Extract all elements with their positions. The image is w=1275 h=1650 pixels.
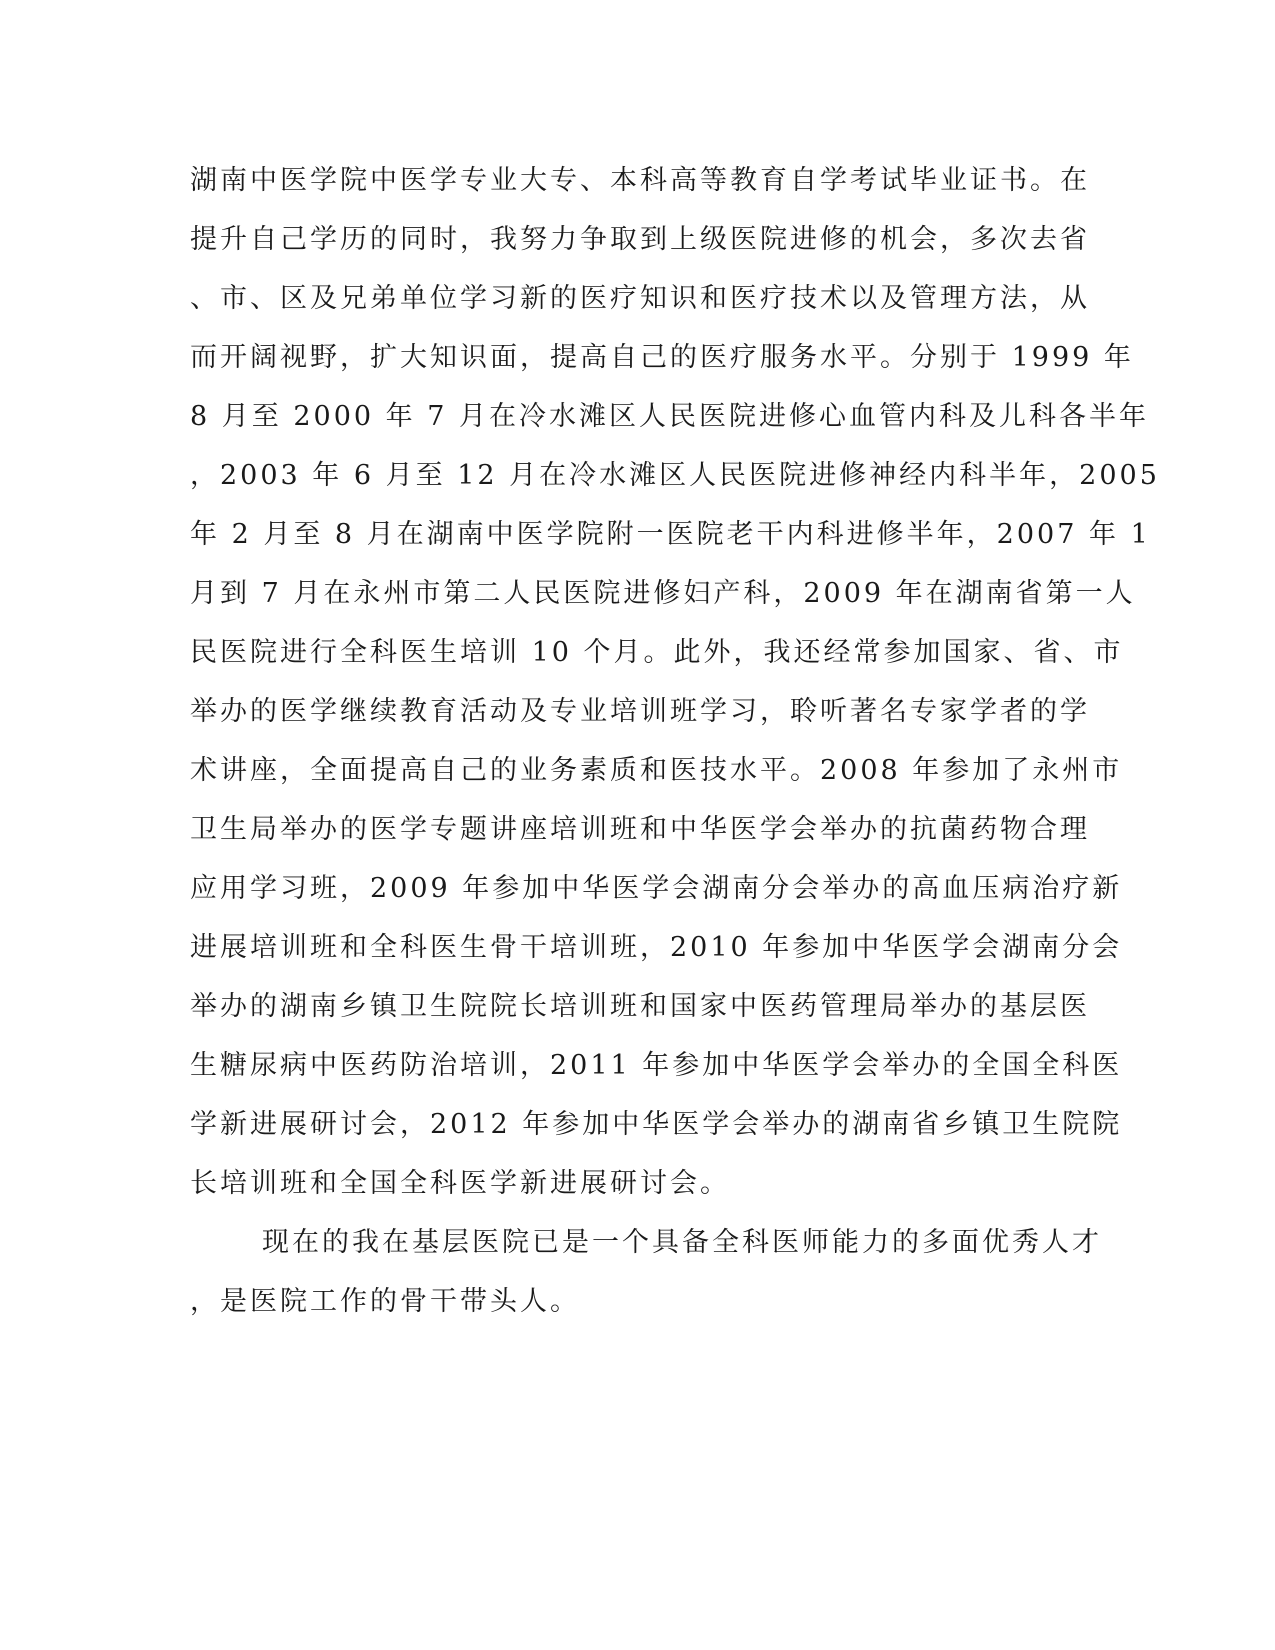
text-line: 术讲座，全面提高自己的业务素质和医技水平。2008 年参加了永州市 bbox=[190, 755, 1123, 786]
text-line: 年 2 月至 8 月在湖南中医学院附一医院老干内科进修半年，2007 年 1 bbox=[190, 519, 1151, 550]
text-line: 月到 7 月在永州市第二人民医院进修妇产科，2009 年在湖南省第一人 bbox=[190, 578, 1136, 609]
text-line: ，是医院工作的骨干带头人。 bbox=[190, 1286, 580, 1317]
text-line: ，2003 年 6 月至 12 月在冷水滩区人民医院进修神经内科半年，2005 bbox=[190, 460, 1160, 491]
text-line: 应用学习班，2009 年参加中华医学会湖南分会举办的高血压病治疗新 bbox=[190, 873, 1123, 904]
text-line: 民医院进行全科医生培训 10 个月。此外，我还经常参加国家、省、市 bbox=[190, 637, 1124, 668]
paragraph-first-line: 现在的我在基层医院已是一个具备全科医师能力的多面优秀人才 bbox=[262, 1227, 1102, 1258]
text-line: 、市、区及兄弟单位学习新的医疗知识和医疗技术以及管理方法，从 bbox=[190, 283, 1090, 314]
text-line: 举办的医学继续教育活动及专业培训班学习，聆听著名专家学者的学 bbox=[190, 696, 1090, 727]
text-line: 湖南中医学院中医学专业大专、本科高等教育自学考试毕业证书。在 bbox=[190, 165, 1090, 196]
text-line: 8 月至 2000 年 7 月在冷水滩区人民医院进修心血管内科及儿科各半年 bbox=[190, 401, 1149, 432]
text-line: 而开阔视野，扩大知识面，提高自己的医疗服务水平。分别于 1999 年 bbox=[190, 342, 1134, 373]
text-line: 提升自己学历的同时，我努力争取到上级医院进修的机会，多次去省 bbox=[190, 224, 1090, 255]
text-line: 卫生局举办的医学专题讲座培训班和中华医学会举办的抗菌药物合理 bbox=[190, 814, 1090, 845]
text-line: 学新进展研讨会，2012 年参加中华医学会举办的湖南省乡镇卫生院院 bbox=[190, 1109, 1123, 1140]
text-line: 生糖尿病中医药防治培训，2011 年参加中华医学会举办的全国全科医 bbox=[190, 1050, 1123, 1081]
text-line: 进展培训班和全科医生骨干培训班，2010 年参加中华医学会湖南分会 bbox=[190, 932, 1123, 963]
text-line: 举办的湖南乡镇卫生院院长培训班和国家中医药管理局举办的基层医 bbox=[190, 991, 1090, 1022]
text-line: 长培训班和全国全科医学新进展研讨会。 bbox=[190, 1168, 730, 1199]
